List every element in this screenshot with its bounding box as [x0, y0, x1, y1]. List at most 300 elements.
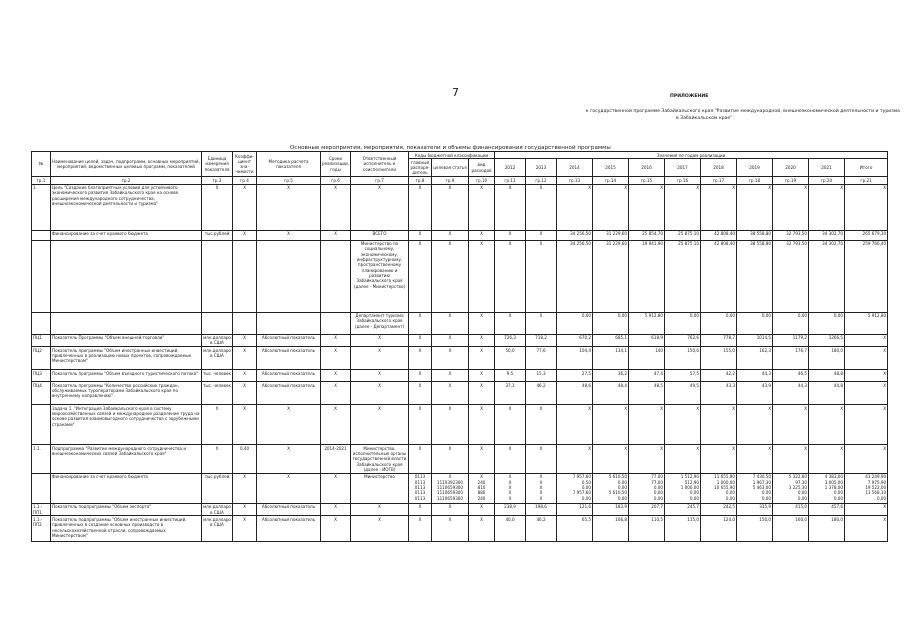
- table-cell: X: [233, 503, 257, 516]
- table-row: [32, 516, 888, 542]
- table-cell: [32, 312, 51, 334]
- table-cell: X: [321, 347, 351, 370]
- table-cell: X: [432, 382, 469, 405]
- header-method: Методика расчета показателя: [257, 152, 321, 177]
- attachment-line-2: к государственной программе Забайкальского края "Развитие международной, внешнеэкономической деятельности и туризма: [585, 109, 900, 114]
- table-cell: X: [202, 405, 233, 445]
- table-cell: X X X X X: [526, 473, 557, 503]
- header-year: 2018: [701, 159, 737, 177]
- table-cell: 38 558,80: [737, 240, 773, 312]
- table-cell: X: [233, 370, 257, 382]
- table-cell: X: [845, 503, 888, 516]
- table-cell: Показатель программы "Количество российских граждан, обслуживаемых туроператорами Забайкальского края по внутреннему направлению": [51, 382, 202, 405]
- table-cell: X: [257, 230, 321, 240]
- table-cell: ПЦ4: [32, 382, 51, 405]
- column-number-cell: гр.18: [737, 177, 773, 184]
- table-cell: 9,5: [495, 370, 526, 382]
- table-cell: 50,0: [495, 347, 526, 370]
- table-cell: 1 512,90 512,90 1 000,00 0,00 0,00: [665, 473, 701, 503]
- table-cell: X: [469, 240, 495, 312]
- table-cell: [233, 240, 257, 312]
- table-cell: [257, 240, 321, 312]
- table-cell: Цель "Создание благоприятных условий для устойчивого экономического развития Забайкальского края на основе расширения международного сотрудничества, внешнеэкономической деятельности и туризма": [51, 184, 202, 230]
- document-title: Основные мероприятия, мероприятия, показатели и объемы финансирования государственной программы: [290, 145, 611, 151]
- header-target-item: целевая статья: [432, 159, 469, 177]
- table-cell: 0,40: [233, 445, 257, 474]
- table-cell: X: [809, 445, 845, 474]
- header-year: 2015: [593, 159, 629, 177]
- table-cell: 15,3: [526, 370, 557, 382]
- table-cell: 238,9: [495, 503, 526, 516]
- table-cell: 5 610,50 0,00 0,00 5 610,50 0,00: [593, 473, 629, 503]
- table-row: [32, 312, 888, 334]
- table-cell: X: [701, 405, 737, 445]
- table-cell: 1266,5: [809, 334, 845, 347]
- table-cell: X: [526, 184, 557, 230]
- table-cell: 0,00: [809, 312, 845, 334]
- table-row: [32, 334, 888, 347]
- table-cell: 36,2: [593, 370, 629, 382]
- table-cell: X: [409, 347, 432, 370]
- table-cell: X: [469, 312, 495, 334]
- table-cell: 40,0: [495, 516, 526, 542]
- table-cell: Показатель программы "Объем иностранных инвестиций, привлеченных в реализацию новых проектов, сопровождаемых Министерством": [51, 347, 202, 370]
- table-cell: X: [409, 370, 432, 382]
- table-cell: Абсолютный показатель: [257, 382, 321, 405]
- table-cell: X: [737, 445, 773, 474]
- table-cell: X: [737, 184, 773, 230]
- table-cell: 37,1: [495, 382, 526, 405]
- table-cell: [32, 473, 51, 503]
- table-cell: Показатель подпрограммы "Объем экспорта": [51, 503, 202, 516]
- table-row: [32, 382, 888, 405]
- header-total: Итого: [845, 159, 888, 177]
- table-cell: 176,7: [773, 347, 809, 370]
- header-executor: Ответственный исполнитель и соисполнители: [351, 152, 409, 177]
- table-cell: 150,6: [665, 347, 701, 370]
- table-cell: 34 256,50: [557, 240, 593, 312]
- table-cell: X: [701, 445, 737, 474]
- table-cell: 46,2: [526, 516, 557, 542]
- header-values-by-year: Значения по годам реализации: [495, 152, 888, 159]
- table-cell: X: [526, 230, 557, 240]
- table-cell: X: [469, 370, 495, 382]
- table-cell: X: [233, 382, 257, 405]
- table-cell: X: [321, 405, 351, 445]
- table-cell: 0113 0113 0113 0113 0113: [409, 473, 432, 503]
- table-cell: 46,2: [526, 382, 557, 405]
- table-cell: 19 941,90: [629, 240, 665, 312]
- table-cell: 1.1.-ПП1: [32, 503, 51, 516]
- table-cell: [233, 312, 257, 334]
- table-cell: 670,2: [557, 334, 593, 347]
- table-cell: 104,4: [557, 347, 593, 370]
- table-cell: X: [845, 445, 888, 474]
- table-cell: 155,0: [701, 347, 737, 370]
- table-cell: 762,6: [665, 334, 701, 347]
- table-cell: X: [469, 445, 495, 474]
- column-number-cell: гр.1: [32, 177, 51, 184]
- table-cell: X: [469, 503, 495, 516]
- table-cell: X: [202, 445, 233, 474]
- table-cell: тыс. человек: [202, 382, 233, 405]
- table-cell: 48,8: [809, 370, 845, 382]
- table-cell: 183,9: [593, 503, 629, 516]
- table-cell: 160,0: [773, 516, 809, 542]
- table-row: [32, 503, 888, 516]
- table-cell: Показатель подпрограммы "Объем иностранных инвестиций, привлеченных в создание основных производств в несельскохозяйственной отрасли, сопровождаемых Министерством": [51, 516, 202, 542]
- table-cell: млн.долларов США: [203, 335, 231, 346]
- table-cell: 1.1.: [32, 445, 51, 474]
- table-cell: [202, 240, 233, 312]
- table-cell: X: [409, 516, 432, 542]
- table-cell: Министерство, исполнительные органы государственной власти Забайкальского края (далее - ИОГВ): [351, 445, 409, 474]
- table-cell: 198,6: [526, 503, 557, 516]
- table-cell: Показатель Программы "Объем внешней торговли": [51, 334, 202, 347]
- table-cell: X: [432, 503, 469, 516]
- table-cell: тыс.рублей: [202, 230, 233, 240]
- table-cell: 0,00: [665, 312, 701, 334]
- table-cell: ПЦ2: [32, 347, 51, 370]
- table-cell: Подпрограмма "Развитие международного сотрудничества и внешнеэкономических связей Забайкальского края": [51, 445, 202, 474]
- table-cell: 44,8: [809, 382, 845, 405]
- table-cell: X: [233, 405, 257, 445]
- table-cell: X: [432, 334, 469, 347]
- table-cell: 57,5: [665, 370, 701, 382]
- table-cell: [257, 312, 321, 334]
- table-cell: X: [409, 382, 432, 405]
- table-row: [32, 184, 888, 230]
- table-cell: X: [409, 503, 432, 516]
- table-cell: 31 229,60: [593, 230, 629, 240]
- table-cell: X: [432, 230, 469, 240]
- table-cell: X: [469, 184, 495, 230]
- header-year: 2017: [665, 159, 701, 177]
- header-expense-type: вид расходов: [469, 159, 495, 177]
- table-cell: ПЦ1: [32, 334, 51, 347]
- column-number-cell: гр.19: [773, 177, 809, 184]
- table-cell: X: [321, 230, 351, 240]
- table-cell: 25 854,70: [629, 230, 665, 240]
- table-cell: млн.долларов США: [202, 516, 233, 542]
- table-cell: X: [469, 347, 495, 370]
- table-cell: Абсолютный показатель: [257, 370, 321, 382]
- table-cell: X: [557, 445, 593, 474]
- table-cell: [321, 240, 351, 312]
- table-cell: Абсолютный показатель: [257, 516, 321, 542]
- header-budget-codes: Коды бюджетной классификации: [409, 152, 495, 159]
- column-number-cell: гр.11: [495, 177, 526, 184]
- column-number-cell: гр.2: [51, 177, 202, 184]
- header-year: 2013: [526, 159, 557, 177]
- table-cell: 11 655,90 1 000,00 10 655,90 0,00 0,00: [701, 473, 737, 503]
- header-year: 2016: [629, 159, 665, 177]
- table-cell: 685,1: [593, 334, 629, 347]
- table-cell: 1.: [32, 184, 51, 230]
- table-cell: [32, 240, 51, 312]
- column-number-cell: гр.8: [409, 177, 432, 184]
- table-cell: X: [495, 184, 526, 230]
- table-cell: X 240 810 880 240: [469, 473, 495, 503]
- table-cell: 242,5: [701, 503, 737, 516]
- table-cell: X: [593, 445, 629, 474]
- table-cell: 44,3: [737, 370, 773, 382]
- table-cell: X: [593, 184, 629, 230]
- table-cell: X: [809, 184, 845, 230]
- table-cell: [202, 312, 233, 334]
- table-cell: 43 249,90 7 975,90 19 522,00 13 568,10 0,00: [845, 473, 888, 503]
- table-cell: X: [351, 516, 409, 542]
- table-cell: X: [432, 347, 469, 370]
- program-table: [31, 151, 888, 542]
- header-year: 2020: [773, 159, 809, 177]
- header-coef: Коэффи-циент зна-чимости: [233, 152, 257, 177]
- column-number-cell: гр.12: [526, 177, 557, 184]
- table-cell: X: [665, 184, 701, 230]
- header-year: 2019: [737, 159, 773, 177]
- table-cell: X: [409, 334, 432, 347]
- table-cell: [51, 240, 202, 312]
- table-cell: 43,3: [701, 382, 737, 405]
- table-cell: Абсолютный показатель: [257, 347, 321, 370]
- table-cell: X: [701, 184, 737, 230]
- table-cell: X: [773, 405, 809, 445]
- column-number-cell: гр.4: [233, 177, 257, 184]
- table-cell: X: [321, 516, 351, 542]
- table-cell: X: [665, 405, 701, 445]
- table-cell: X: [432, 184, 469, 230]
- table-cell: X: [233, 347, 257, 370]
- column-number-cell: гр.15: [629, 177, 665, 184]
- table-row: [32, 473, 888, 503]
- column-number-row: [32, 177, 888, 184]
- table-cell: X 1110392300 1110659300 1110659300 1110659300: [432, 473, 469, 503]
- table-cell: X: [351, 503, 409, 516]
- column-number-cell: гр.7: [351, 177, 409, 184]
- table-cell: 34 302,70: [809, 230, 845, 240]
- table-cell: 180,0: [809, 347, 845, 370]
- table-cell: X: [432, 516, 469, 542]
- table-cell: 121,6: [557, 503, 593, 516]
- table-cell: X: [526, 312, 557, 334]
- table-cell: 7 957,60 0,50 0,00 7 957,60 0,00: [557, 473, 593, 503]
- table-cell: 38 558,80: [737, 230, 773, 240]
- table-cell: X: [432, 312, 469, 334]
- table-cell: Задача 1. "Интеграция Забайкальского края в систему мирохозяйственных связей и международное разделение труда на основе развития взаимовыгодного сотрудничества с зарубежными странами": [51, 405, 202, 445]
- table-cell: 162,3: [737, 347, 773, 370]
- table-cell: 726,3: [495, 334, 526, 347]
- table-cell: 77,6: [526, 347, 557, 370]
- table-cell: X: [845, 382, 888, 405]
- table-cell: X: [526, 405, 557, 445]
- table-cell: 5 912,80: [629, 312, 665, 334]
- table-cell: X: [495, 240, 526, 312]
- table-cell: X: [321, 382, 351, 405]
- table-cell: X: [526, 445, 557, 474]
- table-cell: Департамент туризма Забайкальского края (далее - Департамент): [351, 312, 409, 334]
- table-cell: 0,00: [701, 312, 737, 334]
- table-cell: Абсолютный показатель: [257, 334, 321, 347]
- table-cell: X: [495, 230, 526, 240]
- table-cell: X: [233, 230, 257, 240]
- header-year: 2014: [557, 159, 593, 177]
- table-cell: млн.долларов США: [203, 504, 231, 515]
- table-cell: X: [845, 334, 888, 347]
- table-cell: X: [321, 370, 351, 382]
- table-cell: X: [351, 347, 409, 370]
- table-cell: X: [526, 240, 557, 312]
- table-cell: X: [432, 370, 469, 382]
- attachment-title: ПРИЛОЖЕНИЕ: [670, 94, 709, 99]
- table-cell: X: [845, 347, 888, 370]
- table-cell: X: [233, 334, 257, 347]
- table-cell: X: [469, 405, 495, 445]
- table-cell: 0,00: [737, 312, 773, 334]
- table-cell: X: [321, 473, 351, 503]
- header-no: №: [32, 152, 51, 177]
- table-cell: X: [845, 370, 888, 382]
- table-cell: 44,3: [773, 382, 809, 405]
- table-cell: 42,2: [701, 370, 737, 382]
- table-cell: 265 679,30: [845, 230, 888, 240]
- table-cell: 245,7: [665, 503, 701, 516]
- table-cell: X: [257, 445, 321, 474]
- table-cell: X: [629, 184, 665, 230]
- header-row-1: [32, 152, 888, 159]
- table-cell: 106,8: [593, 516, 629, 542]
- table-cell: 34 302,70: [809, 240, 845, 312]
- table-cell: 25 875,10: [665, 230, 701, 240]
- table-cell: 259 766,40: [845, 240, 888, 312]
- table-cell: X: [409, 445, 432, 474]
- table-cell: X: [351, 184, 409, 230]
- table-cell: 718,2: [526, 334, 557, 347]
- table-cell: Финансирование за счет краевого бюджета: [51, 230, 202, 240]
- table-cell: 778,7: [701, 334, 737, 347]
- table-cell: 4 383,00 3 005,00 1 378,00 0,00 0,00: [809, 473, 845, 503]
- table-cell: X: [809, 405, 845, 445]
- table-cell: X: [409, 240, 432, 312]
- column-number-cell: гр.13: [557, 177, 593, 184]
- table-row: [32, 405, 888, 445]
- table-cell: 32 793,50: [773, 240, 809, 312]
- table-cell: X: [495, 445, 526, 474]
- table-cell: 47,4: [629, 370, 665, 382]
- table-cell: ПЦ3: [32, 370, 51, 382]
- table-cell: 5 912,80: [845, 312, 888, 334]
- table-cell: X: [351, 405, 409, 445]
- table-cell: тыс. человек: [202, 370, 233, 382]
- table-cell: тыс.рублей: [202, 473, 233, 503]
- table-cell: X: [233, 184, 257, 230]
- table-cell: X: [773, 445, 809, 474]
- table-cell: X: [409, 312, 432, 334]
- table-cell: X: [469, 382, 495, 405]
- table-cell: X: [321, 184, 351, 230]
- table-cell: 180,0: [809, 516, 845, 542]
- table-cell: X: [233, 473, 257, 503]
- column-number-cell: гр.20: [809, 177, 845, 184]
- table-row: [32, 370, 888, 382]
- table-cell: 150,0: [737, 516, 773, 542]
- table-cell: X: [469, 516, 495, 542]
- table-cell: X: [432, 240, 469, 312]
- table-cell: X: [593, 405, 629, 445]
- table-cell: 48,6: [557, 382, 593, 405]
- table-cell: Министерство по социальному, экономическому, инфраструктурному, пространственному планированию и развитию Забайкальского края (далее - Министерство): [351, 240, 409, 312]
- table-cell: 335,9: [737, 503, 773, 516]
- table-cell: 2014-2021: [321, 445, 351, 474]
- table-cell: X: [351, 382, 409, 405]
- table-cell: X: [469, 230, 495, 240]
- table-cell: X: [257, 184, 321, 230]
- table-cell: 115,0: [665, 516, 701, 542]
- table-cell: 0,00: [557, 312, 593, 334]
- table-cell: X: [233, 516, 257, 542]
- table-cell: X: [432, 405, 469, 445]
- table-cell: 1.1.-ПП2: [32, 516, 51, 542]
- table-row: [32, 230, 888, 240]
- table-cell: 25 875,10: [665, 240, 701, 312]
- table-cell: Министерство: [351, 473, 409, 503]
- table-cell: [321, 312, 351, 334]
- table-cell: 124,0: [701, 516, 737, 542]
- table-cell: X: [845, 405, 888, 445]
- table-cell: 27,5: [557, 370, 593, 382]
- table-cell: X: [773, 184, 809, 230]
- header-unit: Единица измерения показателя: [202, 152, 233, 177]
- table-cell: 43,9: [737, 382, 773, 405]
- table-cell: X: [495, 405, 526, 445]
- scan-mark: ·: [798, 626, 799, 630]
- table-cell: 48,4: [593, 382, 629, 405]
- table-row: [32, 445, 888, 474]
- table-cell: [32, 230, 51, 240]
- table-cell: 7 430,50 1 967,30 5 463,00 0,00 0,00: [737, 473, 773, 503]
- table-cell: 65,5: [557, 516, 593, 542]
- table-cell: 1179,2: [773, 334, 809, 347]
- table-cell: X: [557, 184, 593, 230]
- table-cell: X: [629, 445, 665, 474]
- table-cell: Показатель программы "Объем въездного туристического потока": [51, 370, 202, 382]
- table-cell: 5 322,60 97,30 3 225,30 0,00 0,00: [773, 473, 809, 503]
- table-row: [32, 347, 888, 370]
- table-cell: X: [409, 230, 432, 240]
- table-cell: X: [409, 405, 432, 445]
- table-cell: X: [469, 334, 495, 347]
- table-cell: 110,5: [629, 516, 665, 542]
- table-cell: X: [351, 370, 409, 382]
- table-cell: 618,9: [629, 334, 665, 347]
- table-cell: X: [432, 445, 469, 474]
- table-cell: млн.долларов США: [202, 347, 233, 370]
- column-number-cell: гр.6: [321, 177, 351, 184]
- table-cell: X: [409, 184, 432, 230]
- table-cell: 134,1: [593, 347, 629, 370]
- table-cell: X: [257, 473, 321, 503]
- table-cell: X: [845, 184, 888, 230]
- column-number-cell: гр.14: [593, 177, 629, 184]
- page-number: 7: [452, 86, 459, 99]
- table-cell: 49,5: [665, 382, 701, 405]
- table-cell: X: [351, 334, 409, 347]
- table-row: [32, 240, 888, 312]
- table-cell: 42 808,40: [701, 230, 737, 240]
- table-cell: 0,00: [593, 312, 629, 334]
- column-number-cell: гр.5: [257, 177, 321, 184]
- table-cell: 34 256,50: [557, 230, 593, 240]
- table-cell: Финансирование за счет краевого бюджета: [51, 473, 202, 503]
